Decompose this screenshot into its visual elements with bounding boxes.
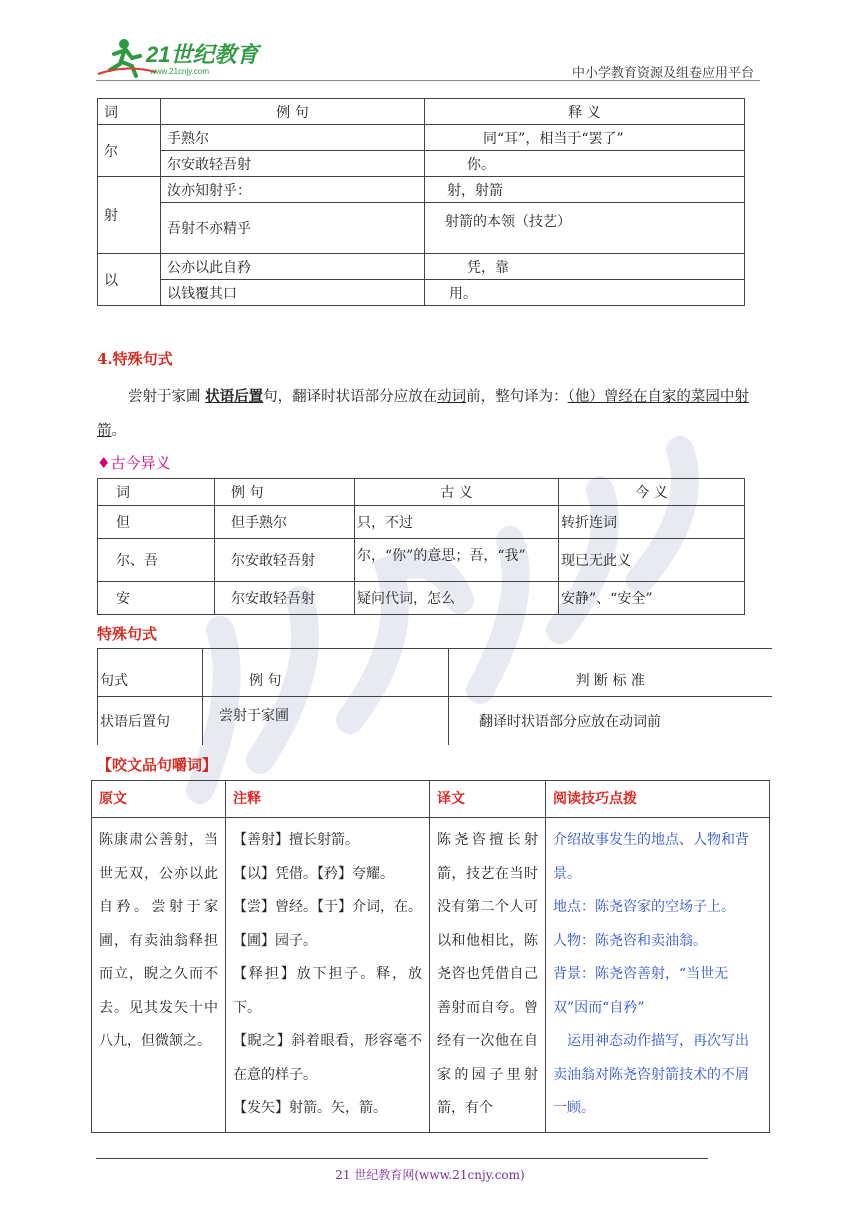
header-cell-word: 词 [98,99,161,125]
paragraph-text: 。 [111,423,126,439]
meaning-cell: 你。 [425,151,745,177]
header-cell-translation: 译文 [430,781,546,818]
note-item: 【尝】曾经。【于】介词，在。 [233,899,422,915]
gujin-title: ♦古今异义 [97,454,171,472]
table-row [92,818,770,1133]
sentence-pattern-table [97,648,772,745]
table-row [98,506,745,539]
cell: 但 [98,506,215,539]
table-row [98,582,745,615]
example-cell: 公亦以此自矜 [161,254,425,280]
header-cell: 例 句 [203,649,449,697]
meaning-cell: 同“耳”，相当于“罢了” [425,125,745,151]
header-cell: 古 义 [355,479,559,506]
table-row [98,539,745,582]
original-text-cell: 陈康肃公善射，当世无双，公亦以此自矜。尝射于家圃，有卖油翁释担而立，睨之久而不去。见其发矢十中八九，但微颔之。 [92,818,226,1133]
header-cell: 例 句 [215,479,355,506]
cell: 尝射于家圃 [203,697,449,745]
logo-url-text: www.21cnjy.com [150,67,209,76]
note-item: 【以】凭借。【矜】夸耀。 [233,865,394,882]
cell: 转折连词 [559,506,745,539]
underlined-term: 状语后置 [205,388,264,405]
cell: 尔、吾 [98,539,215,582]
note-item: 【善射】擅长射箭。 [233,832,359,848]
header-divider [96,80,760,81]
section-paragraph [97,380,761,448]
table-row [98,151,745,177]
note-item: 【圃】园子。 [233,932,317,949]
header-platform-text: 中小学教育资源及组卷应用平台 [571,66,754,81]
tip-item: 介绍故事发生的地点、人物和背景。 [553,832,749,882]
logo-brand-text: 21世纪教育 [146,42,259,67]
cell: 尔安敢轻吾射 [215,582,355,615]
example-cell: 汝亦知射乎： [161,177,425,203]
tip-item: 运用神态动作描写，再次写出卖油翁对陈尧咨射箭技术的不屑一顾。 [553,1033,749,1116]
header-cell-example: 例 句 [161,99,425,125]
paragraph-text: 前，整句译为： [466,389,568,405]
meaning-cell: 射箭的本领（技艺） [425,203,745,254]
table-row [98,125,745,151]
section-title: 4.特殊句式 [97,350,173,368]
word-cell: 射 [98,177,161,254]
tip-item: 背景：陈尧咨善射，“当世无双”因而“自矜” [553,966,729,1016]
underlined-term: 动词 [437,389,467,405]
cell: 翻译时状语部分应放在动词前 [449,697,772,745]
cell: 疑问代词，怎么 [355,582,559,615]
meaning-cell: 凭，靠 [425,254,745,280]
tips-cell [546,818,770,1133]
example-cell: 尔安敢轻吾射 [161,151,425,177]
yaowen-title: 【咬文品句嚼词】 [97,756,218,774]
paragraph-text: 尝射于家圃 [128,389,206,405]
teshu-title: 特殊句式 [97,625,158,643]
cell: 安 [98,582,215,615]
table-row [98,697,772,745]
table-header-row [98,479,745,506]
header-cell-meaning: 释 义 [425,99,745,125]
header-cell-notes: 注释 [226,781,430,818]
meaning-cell: 用。 [425,280,745,306]
tip-item: 人物：陈尧咨和卖油翁。 [553,932,707,949]
cell: 现已无此义 [559,539,745,582]
word-meaning-table [97,98,745,306]
cell: 尔，“你”的意思；吾，“我” [355,539,559,582]
header-cell: 今 义 [559,479,745,506]
table-row [98,203,745,254]
paragraph-text: 句，翻译时状语部分应放在 [263,389,438,405]
table-header-row [98,649,772,697]
example-cell: 吾射不亦精乎 [161,203,425,254]
example-cell: 手熟尔 [161,125,425,151]
translation-cell: 陈尧咨擅长射箭，技艺在当时没有第二个人可以和他相比，陈尧咨也凭借自己善射而自夸。曾经有一次他在自家的园子里射箭，有个 [430,818,546,1133]
gujin-table [97,478,745,615]
cell: 安静”、“安全” [559,582,745,615]
table-row [98,280,745,306]
table-row [98,254,745,280]
header-cell-tips: 阅读技巧点拨 [546,781,770,818]
notes-cell [226,818,430,1133]
note-item: 【释担】放下担子。释，放下。 [233,966,422,1016]
footer-text: 21 世纪教育网(www.21cnjy.com) [335,1168,525,1182]
cell: 只，不过 [355,506,559,539]
note-item: 【睨之】斜着眼看，形容毫不在意的样子。 [233,1033,422,1083]
header-cell: 判 断 标 准 [449,649,772,697]
cell: 状语后置句 [98,697,203,745]
cell: 但手熟尔 [215,506,355,539]
meaning-cell: 射，射箭 [425,177,745,203]
table-row [98,177,745,203]
word-cell: 尔 [98,125,161,177]
header-cell: 词 [98,479,215,506]
cell: 尔安敢轻吾射 [215,539,355,582]
table-header-row [98,99,745,125]
tip-item: 地点：陈尧咨家的空场子上。 [553,899,735,915]
word-cell: 以 [98,254,161,306]
footer-divider [96,1158,708,1159]
underlined-answer: （他）曾经在自家的菜园中射箭 [97,389,749,439]
header-cell-original: 原文 [92,781,226,818]
annotation-table [91,780,770,1133]
site-logo [96,34,266,80]
example-cell: 以钱覆其口 [161,280,425,306]
note-item: 【发矢】射箭。矢，箭。 [233,1100,387,1116]
header-cell: 句式 [98,649,203,697]
table-header-row [92,781,770,818]
